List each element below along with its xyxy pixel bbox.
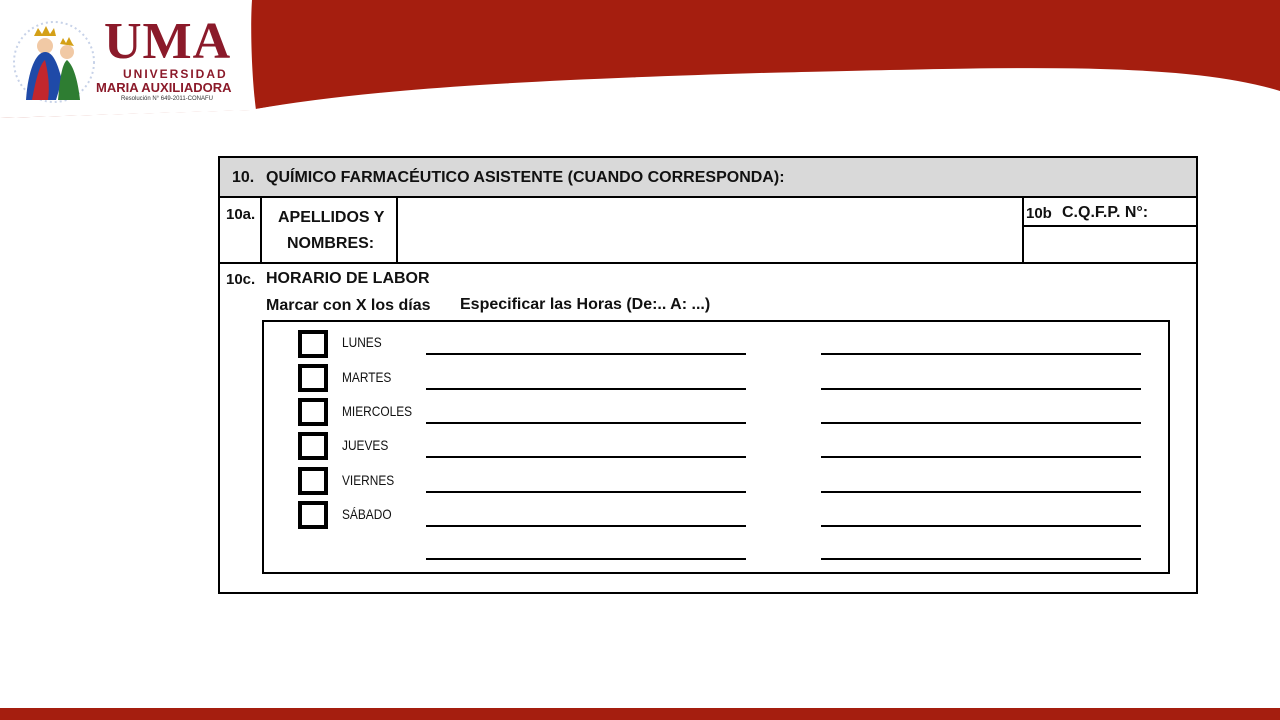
- day-checkbox[interactable]: [298, 364, 328, 392]
- day-label: JUEVES: [342, 437, 389, 453]
- virgin-mary-emblem-icon: [12, 20, 96, 104]
- day-checkbox[interactable]: [298, 330, 328, 358]
- hours-line[interactable]: [821, 353, 1141, 355]
- day-label: SÁBADO: [342, 506, 392, 522]
- hours-line[interactable]: [426, 456, 746, 458]
- hours-line[interactable]: [426, 422, 746, 424]
- pharmacist-form: [218, 156, 1198, 594]
- cqfp-number-input[interactable]: [1024, 227, 1196, 262]
- field-10b-code: 10b: [1026, 205, 1052, 222]
- schedule-box: [262, 320, 1170, 574]
- field-10c-code: 10c.: [226, 271, 256, 288]
- instruction-days: Marcar con X los días: [266, 297, 431, 314]
- footer-bar: [0, 708, 1280, 720]
- field-10c-label: HORARIO DE LABOR: [266, 270, 430, 287]
- day-checkbox[interactable]: [298, 467, 328, 495]
- hours-line[interactable]: [821, 525, 1141, 527]
- hours-line[interactable]: [426, 353, 746, 355]
- section-header: [220, 158, 1196, 198]
- logo-wordmark: UMA: [104, 13, 232, 70]
- day-label: MIERCOLES: [342, 403, 413, 419]
- logo-resolution: Resolución N° 649-2011-CONAFU: [121, 96, 213, 102]
- hours-line[interactable]: [426, 558, 746, 560]
- day-label: MARTES: [342, 369, 392, 385]
- names-input[interactable]: [398, 200, 1020, 262]
- instruction-hours: Especificar las Horas (De:.. A: ...): [460, 296, 711, 313]
- section-number: 10.: [232, 169, 255, 186]
- hours-line[interactable]: [821, 491, 1141, 493]
- divider: [260, 198, 262, 264]
- hours-line[interactable]: [426, 491, 746, 493]
- hours-line[interactable]: [426, 388, 746, 390]
- section-title: QUÍMICO FARMACÉUTICO ASISTENTE (CUANDO CORRESPONDA):: [266, 169, 785, 186]
- day-checkbox[interactable]: [298, 501, 328, 529]
- logo-university: UNIVERSIDAD: [123, 67, 228, 81]
- hours-line[interactable]: [426, 525, 746, 527]
- university-logo: [8, 10, 248, 105]
- field-10a-label-line2: NOMBRES:: [287, 235, 375, 252]
- field-10b-label: C.Q.F.P. N°:: [1062, 204, 1149, 221]
- logo-subtitle: MARIA AUXILIADORA: [96, 80, 232, 95]
- day-checkbox[interactable]: [298, 398, 328, 426]
- field-10a-label-line1: APELLIDOS Y: [278, 209, 385, 226]
- field-10a-code: 10a.: [226, 206, 256, 223]
- day-checkbox[interactable]: [298, 432, 328, 460]
- hours-line[interactable]: [821, 422, 1141, 424]
- day-label: LUNES: [342, 334, 382, 350]
- hours-line[interactable]: [821, 388, 1141, 390]
- hours-line[interactable]: [821, 558, 1141, 560]
- day-label: VIERNES: [342, 472, 395, 488]
- hours-line[interactable]: [821, 456, 1141, 458]
- divider: [220, 262, 1196, 264]
